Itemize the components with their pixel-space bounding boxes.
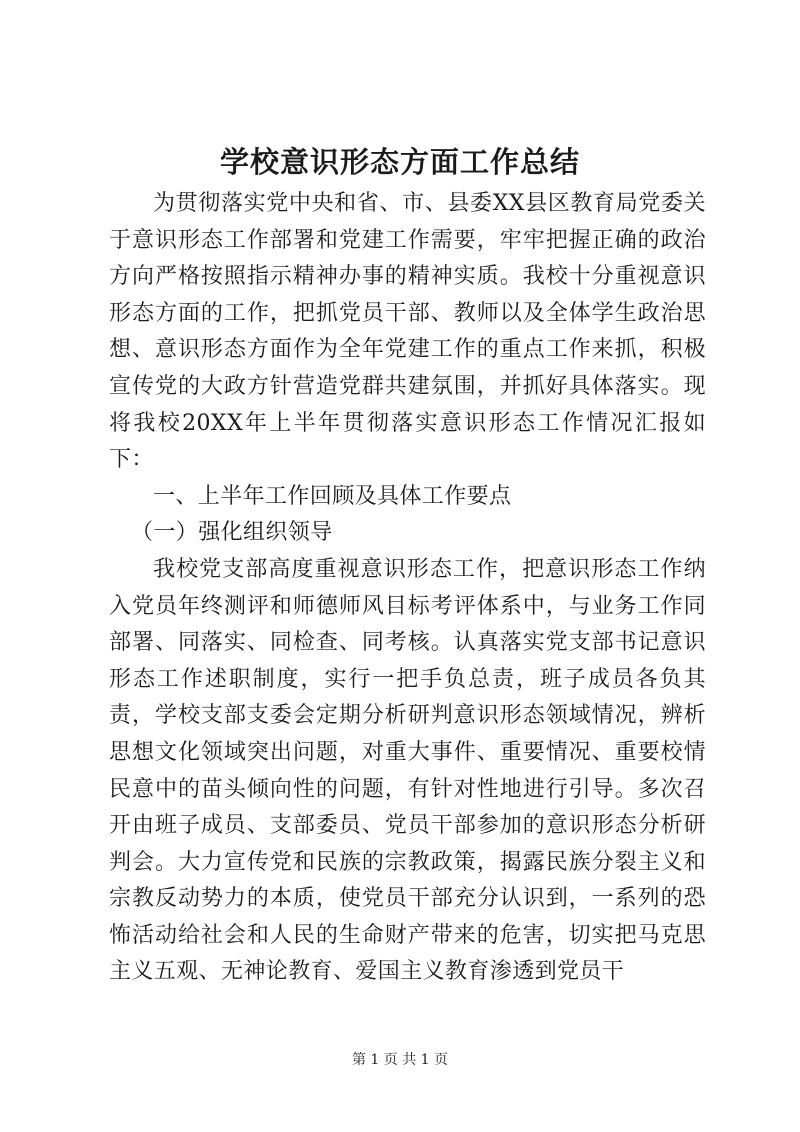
subsection-heading: （一）强化组织领导: [131, 520, 333, 546]
document-title: 学校意识形态方面工作总结: [219, 145, 580, 179]
page-number-footer: 第 1 页 共 1 页: [351, 1052, 449, 1068]
document-body: [109, 186, 706, 991]
body-paragraph: 我校党支部高度重视意识形态工作，把意识形态工作纳入党员年终测评和师德师风目标考评体系中，与业务工作同部署、同落实、同检查、同考核。认真落实党支部书记意识形态工作述职制度，实行一把手负总责，班子成员各负其责，学校支部支委会定期分析研判意识形态领域情况，辨析思想文化领域突出问题，对重大事件、重要情况、重要校情民意中的苗头倾向性的问题，有针对性地进行引导。多次召开由班子成员、支部委员、党员干部参加的意识形态分析研判会。大力宣传党和民族的宗教政策，揭露民族分裂主义和宗教反动势力的本质，使党员干部充分认识到，一系列的恐怖活动给社会和人民的生命财产带来的危害，切实把马克思主义五观、无神论教育、爱国主义教育渗透到党员干: [109, 556, 706, 985]
section-heading: 一、上半年工作回顾及具体工作要点: [153, 483, 512, 509]
intro-paragraph: 为贯彻落实党中央和省、市、县委XX县区教育局党委关于意识形态工作部署和党建工作需要，牢牢把握正确的政治方向严格按照指示精神办事的精神实质。我校十分重视意识形态方面的工作，把抓党员干部、教师以及全体学生政治思想、意识形态方面作为全年党建工作的重点工作来抓，积极宣传党的大政方针营造党群共建氛围，并抓好具体落实。现将我校20XX年上半年贯彻落实意识形态工作情况汇报如下：: [109, 191, 706, 473]
